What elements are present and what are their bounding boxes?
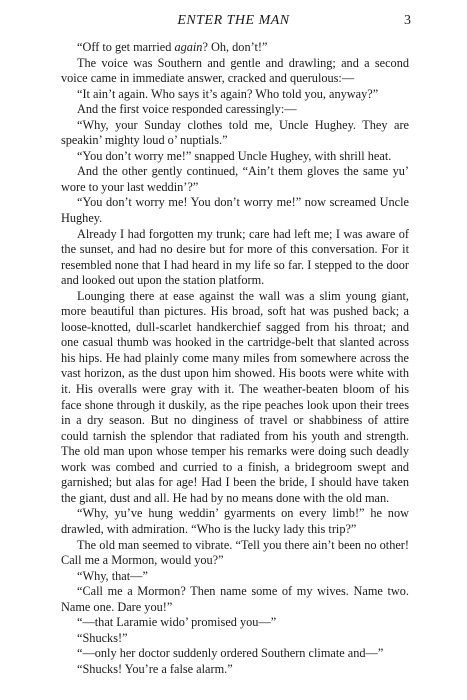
paragraph: “You don’t worry me!” snapped Uncle Hughey, with shrill heat. [77,148,392,163]
paragraph: And the first voice responded caressingly:— [77,102,297,117]
paragraph: “Why, yu’ve hung weddin’ gyarments on every limb!” he now drawled, with admiration. “Who is the lucky lady this trip?” [61,506,409,536]
paragraph: The voice was Southern and gentle and drawling; and a second voice came in immediate answer, cracked and querulous:— [61,55,409,86]
running-head [0,11,467,31]
paragraph: “You don’t worry me! You don’t worry me!” now screamed Uncle Hughey. [61,195,409,226]
paragraph: “Why, that—” [77,568,148,583]
paragraph: Lounging there at ease against the wall was a slim young giant, more beautiful than pictures. His broad, soft hat was pushed back; a loose-knotted, dull-scarlet handkerchief sagged from his throat; and one casual thumb was hooked in the cartridge-belt that slanted across his hips. He had plainly come many miles from somewhere across the vast horizon, as the dust upon him showed. His boots were white with it. His overalls were gray with it. The weather-beaten bloom of his face shone through it duskily, as the ripe peaches look upon their trees in a dry season. But no dinginess of travel or shabbiness of attire could tarnish the splendor that radiated from his youth and strength. The old man upon whose temper his remarks were doing such deadly work was combed and curried to a finish, a bridegroom swept and garnished; but alas for age! Had I been the bride, I should have taken the giant, dust and all. He had by no means done with the old man. [61,288,409,505]
paragraph: And the other gently continued, “Ain’t them gloves the same yu’ wore to your last weddin’?” [61,164,409,194]
emphasis: again [174,40,203,54]
paragraph: “Why, your Sunday clothes told me, Uncle Hughey. They are speakin’ mighty loud o’ nuptials.” [61,117,409,148]
page-number: 3 [404,13,411,28]
paragraph: “—only her doctor suddenly ordered Southern climate and—” [77,646,384,661]
running-head-title: ENTER THE MAN [177,13,290,28]
paragraph: “Shucks! You’re a false alarm.” [77,661,233,676]
paragraph: Already I had forgotten my trunk; care had left me; I was aware of the sunset, and had no desire but for more of this conversation. For it resembled none that I had heard in my life so far. I stepped to the door and looked out upon the station platform. [61,226,409,288]
paragraph: “Call me a Mormon? Then name some of my wives. Name two. Name one. Dare you!” [61,584,409,614]
paragraph: The old man seemed to vibrate. “Tell you there ain’t been no other! Call me a Mormon, would you?” [61,537,409,568]
paragraph: “It ain’t again. Who says it’s again? Who told you, anyway?” [77,86,379,101]
body-text [61,40,409,677]
paragraph: “Off to get married again? Oh, don’t!” [77,40,268,54]
paragraph: “—that Laramie wido’ promised you—” [77,615,277,630]
paragraph: “Shucks!” [77,630,128,645]
